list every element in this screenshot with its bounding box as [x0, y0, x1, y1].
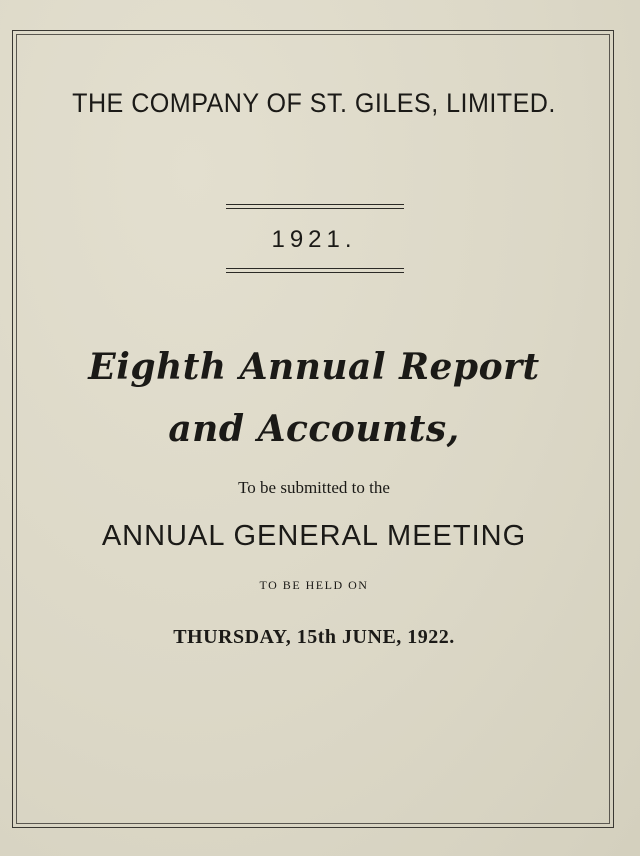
submitted-text: To be submitted to the [238, 478, 390, 497]
report-title-line-1: Eighth Annual Report [88, 346, 540, 388]
report-year: 1921. [271, 226, 357, 253]
held-on-text: TO BE HELD ON [259, 578, 369, 592]
meeting-name: ANNUAL GENERAL MEETING [101, 520, 527, 552]
bottom-double-rule [226, 268, 404, 273]
company-name: THE COMPANY OF ST. GILES, LIMITED. [72, 88, 556, 118]
report-title-line-2: and Accounts, [168, 408, 460, 450]
meeting-date: THURSDAY, 15th JUNE, 1922. [173, 626, 455, 648]
top-double-rule [226, 204, 404, 209]
